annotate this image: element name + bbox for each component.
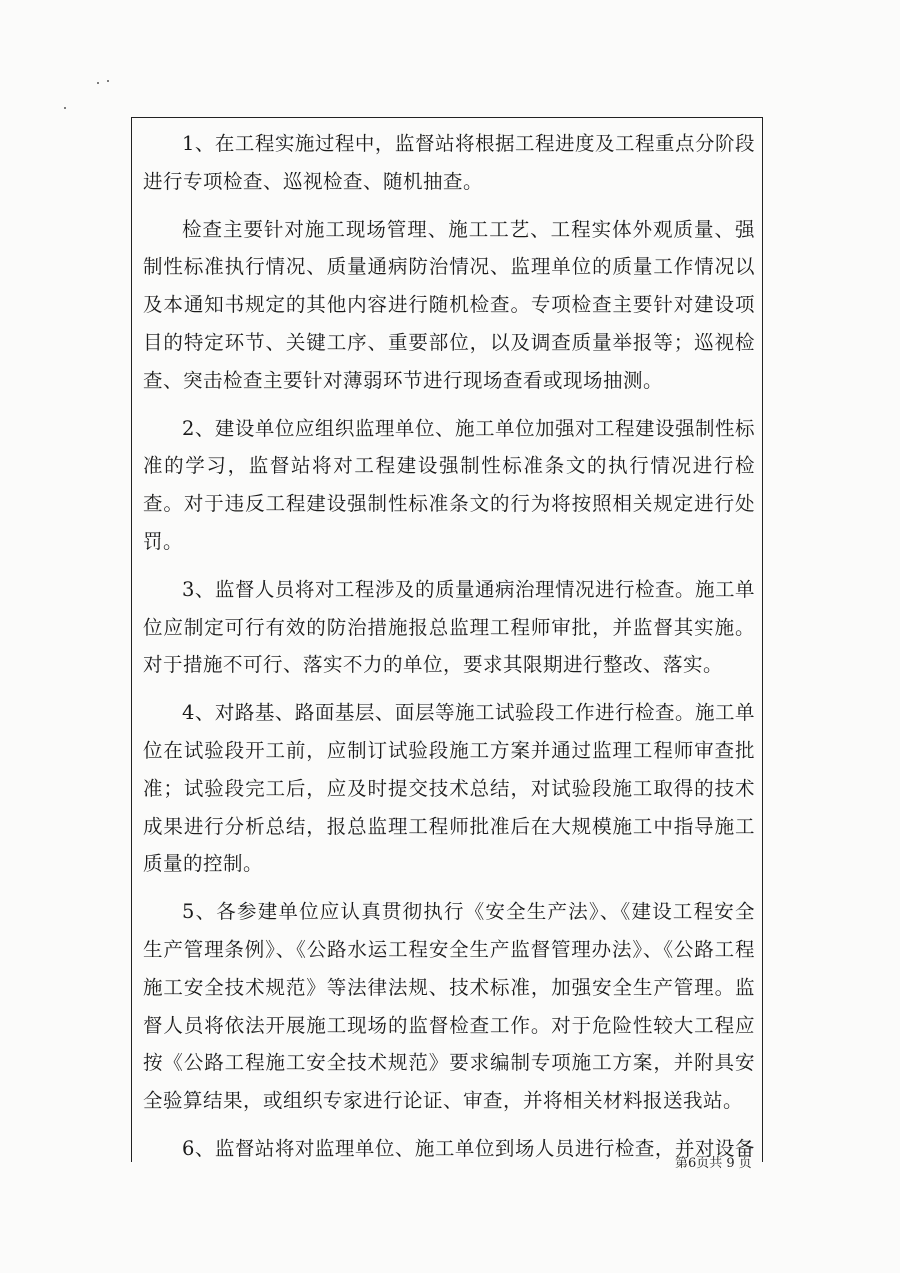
paragraph: 5、各参建单位应认真贯彻执行《安全生产法》、《建设工程安全生产管理条例》、《公路水运工程安全生产监督管理办法》、《公路工程施工安全技术规范》等法律法规、技术标准，加强安全生产管理。监督人员将依法开展施工现场的监督检查工作。对于危险性较大工程应按《公路工程施工安全技术规范》要求编制专项施工方案，并附具安全验算结果，或组织专家进行论证、审查，并将相关材料报送我站。 [143, 900, 755, 1113]
paragraph: 3、监督人员将对工程涉及的质量通病治理情况进行检查。施工单位应制定可行有效的防治措施报总监理工程师审批，并监督其实施。对于措施不可行、落实不力的单位，要求其限期进行整改、落实。 [143, 577, 755, 677]
paragraph: 6、监督站将对监理单位、施工单位到场人员进行检查，并对设备 [182, 1136, 755, 1160]
scan-speck [107, 80, 109, 82]
paragraph: 1、在工程实施过程中，监督站将根据工程进度及工程重点分阶段进行专项检查、巡视检查、随机抽查。 [143, 132, 755, 193]
paragraph: 4、对路基、路面基层、面层等施工试验段工作进行检查。施工单位在试验段开工前，应制订试验段施工方案并通过监理工程师审查批准；试验段完工后，应及时提交技术总结，对试验段施工取得的技术成果进行分析总结，报总监理工程师批准后在大规模施工中指导施工质量的控制。 [143, 701, 755, 876]
page-number: 第6页共 9 页 [675, 1156, 752, 1171]
document-body [143, 125, 755, 1178]
scan-speck [64, 107, 66, 109]
paragraph: 检查主要针对施工现场管理、施工工艺、工程实体外观质量、强制性标准执行情况、质量通病防治情况、监理单位的质量工作情况以及本通知书规定的其他内容进行随机检查。专项检查主要针对建设项目的特定环节、关键工序、重要部位，以及调查质量举报等；巡视检查、突击检查主要针对薄弱环节进行现场查看或现场抽测。 [143, 217, 755, 392]
scan-speck [97, 82, 99, 84]
paragraph: 2、建设单位应组织监理单位、施工单位加强对工程建设强制性标准的学习，监督站将对工程建设强制性标准条文的执行情况进行检查。对于违反工程建设强制性标准条文的行为将按照相关规定进行处罚。 [143, 416, 755, 553]
